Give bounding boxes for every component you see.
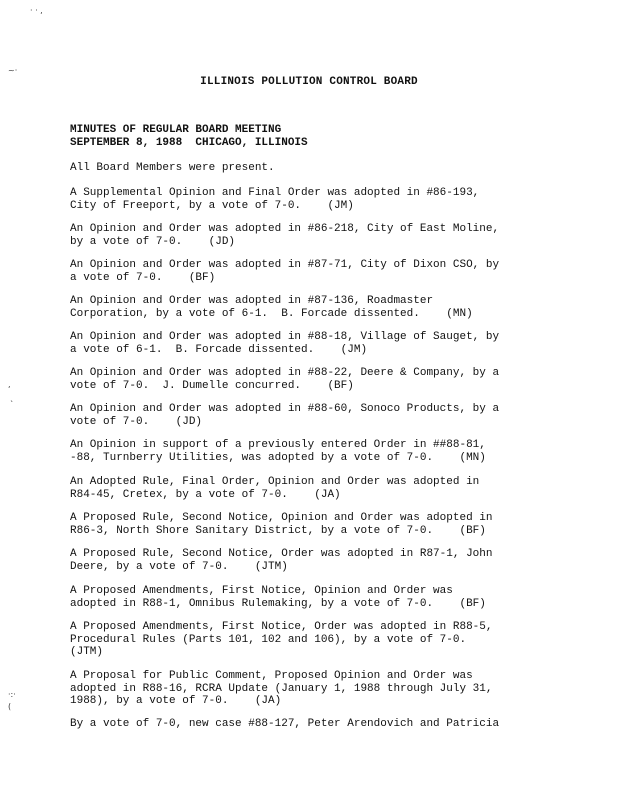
item-r88-16: A Proposal for Public Comment, Proposed Opinion and Order was adopted in R88-16, RCRA Update (January 1, 1988 through July 31, 1988), by a vote of 7-0. (JA) xyxy=(70,670,493,707)
item-88-81: An Opinion in support of a previously entered Order in ##88-81, -88, Turnberry Utilities, was adopted by a vote of 7-0. (MN) xyxy=(70,439,486,464)
item-r87-1: A Proposed Rule, Second Notice, Order was adopted in R87-1, John Deere, by a vote of 7-0. (JTM) xyxy=(70,548,493,573)
item-r86-3: A Proposed Rule, Second Notice, Opinion and Order was adopted in R86-3, North Shore Sanitary District, by a vote of 7-0. (BF) xyxy=(70,512,493,537)
scan-speck: ~· xyxy=(8,66,18,75)
item-87-71: An Opinion and Order was adopted in #87-71, City of Dixon CSO, by a vote of 7-0. (BF) xyxy=(70,259,500,284)
scan-speck: ·:· xyxy=(8,690,16,699)
scan-speck: ( xyxy=(8,702,12,711)
minutes-line-1: MINUTES OF REGULAR BOARD MEETING xyxy=(70,124,282,136)
item-88-18: An Opinion and Order was adopted in #88-18, Village of Sauget, by a vote of 6-1. B. Forcade dissented. (JM) xyxy=(70,331,500,356)
scan-speck: , xyxy=(8,380,11,389)
scan-speck: ` xyxy=(10,400,14,409)
item-87-136: An Opinion and Order was adopted in #87-136, Roadmaster Corporation, by a vote of 6-1. B. Forcade dissented. (MN) xyxy=(70,295,473,320)
item-r88-1: A Proposed Amendments, First Notice, Opinion and Order was adopted in R88-1, Omnibus Rulemaking, by a vote of 7-0. (BF) xyxy=(70,585,486,610)
item-r84-45: An Adopted Rule, Final Order, Opinion and Order was adopted in R84-45, Cretex, by a vote of 7-0. (JA) xyxy=(70,476,480,501)
item-86-193: A Supplemental Opinion and Final Order was adopted in #86-193, City of Freeport, by a vote of 7-0. (JM) xyxy=(70,187,480,212)
scan-speck: · · , xyxy=(30,6,43,15)
minutes-line-2: SEPTEMBER 8, 1988 CHICAGO, ILLINOIS xyxy=(70,137,308,149)
item-86-218: An Opinion and Order was adopted in #86-218, City of East Moline, by a vote of 7-0. (JD) xyxy=(70,223,500,248)
item-88-60: An Opinion and Order was adopted in #88-60, Sonoco Products, by a vote of 7-0. (JD) xyxy=(70,403,500,428)
item-88-127: By a vote of 7-0, new case #88-127, Peter Arendovich and Patricia xyxy=(70,718,500,730)
document-title: ILLINOIS POLLUTION CONTROL BOARD xyxy=(200,76,418,88)
item-88-22: An Opinion and Order was adopted in #88-22, Deere & Company, by a vote of 7-0. J. Dumelle concurred. (BF) xyxy=(70,367,500,392)
item-r88-5: A Proposed Amendments, First Notice, Order was adopted in R88-5, Procedural Rules (Parts 101, 102 and 106), by a vote of 7-0. (JTM) xyxy=(70,621,493,658)
item-attendance: All Board Members were present. xyxy=(70,162,275,174)
minutes-heading xyxy=(70,124,308,150)
